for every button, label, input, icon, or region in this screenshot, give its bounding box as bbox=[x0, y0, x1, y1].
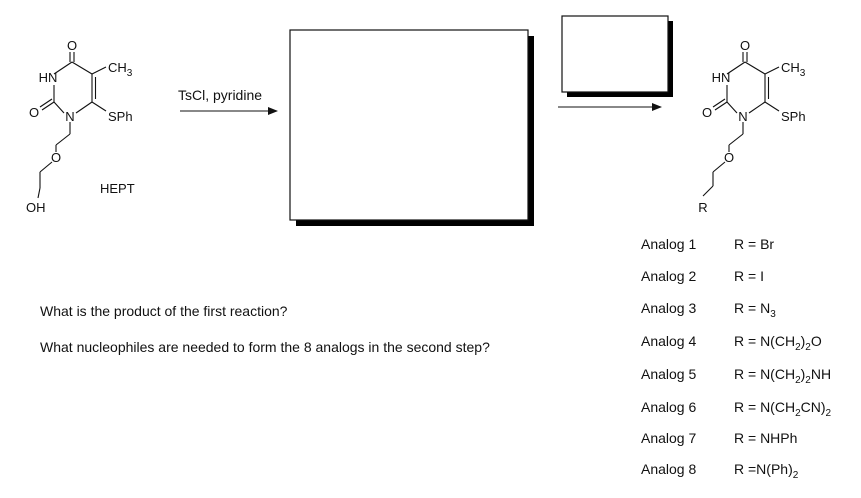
hept-nh: HN bbox=[38, 70, 58, 85]
product-nh: HN bbox=[711, 70, 731, 85]
hept-sph: SPh bbox=[108, 109, 133, 124]
analog-name: Analog 6 bbox=[641, 399, 697, 415]
analog-name: Analog 5 bbox=[641, 366, 697, 382]
hept-oh: OH bbox=[26, 200, 46, 215]
product-methyl: $CH_3$ bbox=[781, 60, 806, 79]
hept-o-top: O bbox=[66, 38, 78, 53]
analog-name: Analog 4 bbox=[641, 333, 697, 349]
hept-o-left: O bbox=[28, 105, 40, 120]
analog-name: Analog 8 bbox=[641, 461, 697, 477]
analog-name: Analog 1 bbox=[641, 236, 697, 252]
analog-r-group: $R = N(CH_2)_2NH$ bbox=[734, 366, 832, 386]
product-sph: SPh bbox=[781, 109, 806, 124]
analog-name: Analog 3 bbox=[641, 300, 697, 316]
hept-n: N bbox=[65, 109, 75, 124]
product-o-left: O bbox=[701, 105, 713, 120]
product-o-top: O bbox=[739, 38, 751, 53]
analog-r-group: $R = N(CH_2CN)_2$ bbox=[734, 399, 832, 419]
product-o-chain: O bbox=[723, 150, 735, 165]
analog-r-group: $R =N(Ph)_2$ bbox=[734, 461, 799, 481]
question-first-product: What is the product of the first reaction? bbox=[40, 303, 288, 319]
analog-r-group: R = Br bbox=[734, 236, 775, 252]
hept-methyl: $CH_3$ bbox=[108, 60, 133, 79]
analog-r-group: $R = N(CH_2)_2O$ bbox=[734, 333, 822, 353]
first-product-answer-box bbox=[290, 30, 534, 226]
hept-o-chain: O bbox=[50, 150, 62, 165]
reagent-label: TsCl, pyridine bbox=[178, 87, 263, 103]
nucleophile-answer-box bbox=[562, 16, 673, 97]
hept-name-label: HEPT bbox=[100, 181, 135, 196]
product-n: N bbox=[738, 109, 748, 124]
analog-name: Analog 7 bbox=[641, 430, 697, 446]
analog-r-group: R = I bbox=[734, 268, 764, 284]
analog-r-group: $R = N_3$ bbox=[734, 300, 776, 320]
analog-r-group: R = NHPh bbox=[734, 430, 798, 446]
question-nucleophiles: What nucleophiles are needed to form the 8 analogs in the second step? bbox=[40, 339, 490, 355]
analog-name: Analog 2 bbox=[641, 268, 697, 284]
product-r-group: R bbox=[698, 200, 708, 215]
